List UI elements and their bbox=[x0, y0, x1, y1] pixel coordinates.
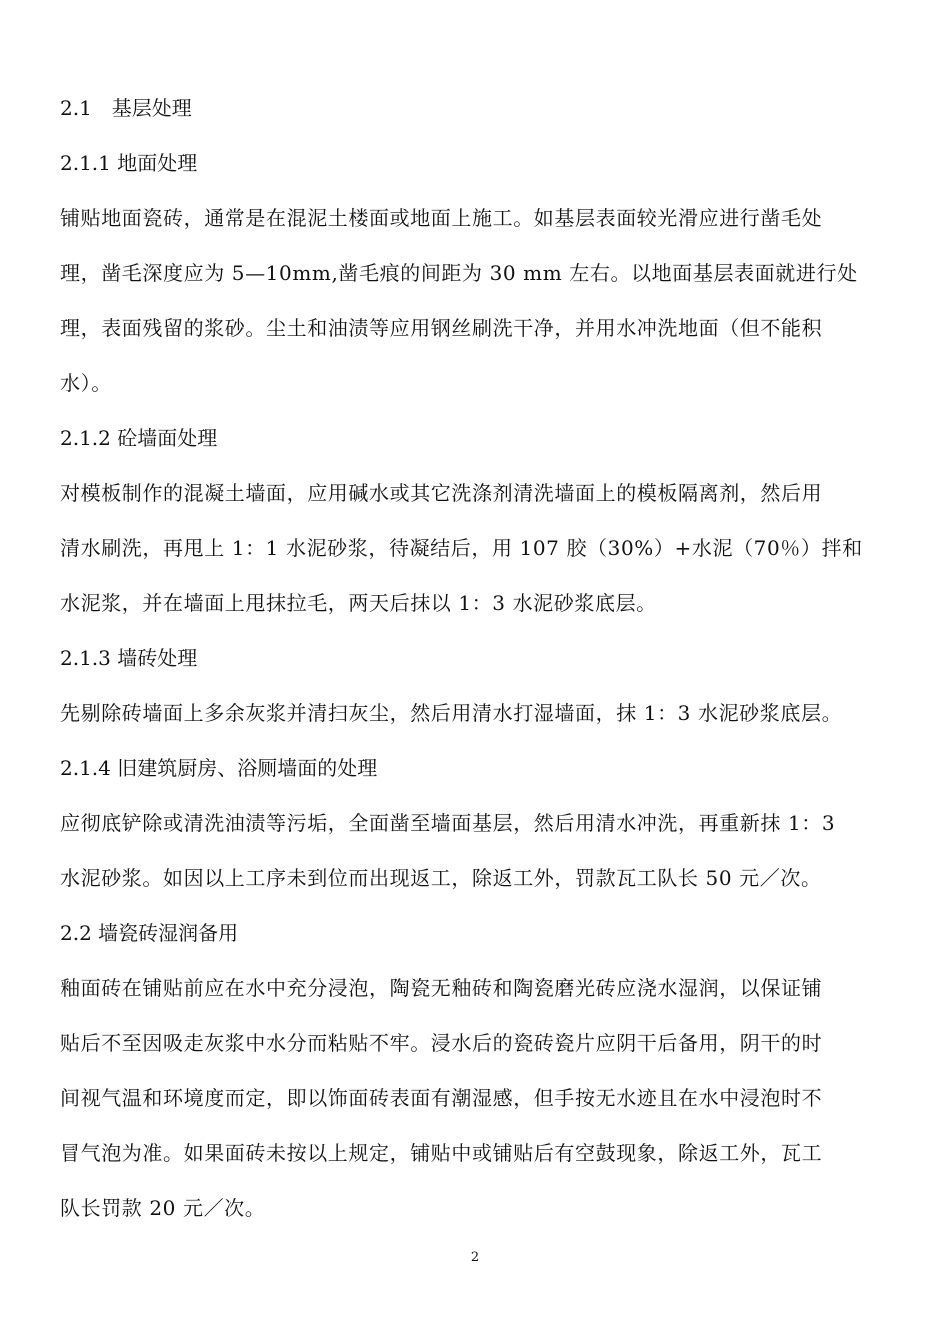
heading-2-1-1 bbox=[60, 141, 892, 196]
heading-2-1-2 bbox=[60, 416, 892, 471]
heading-text: 2.1.2 砼墙面处理 bbox=[60, 426, 218, 450]
paragraph-line: 理，凿毛深度应为 5—10mm,凿毛痕的间距为 30 mm 左右。以地面基层表面就进行处 bbox=[60, 261, 858, 285]
paragraph-line: 贴后不至因吸走灰浆中水分而粘贴不牢。浸水后的瓷砖瓷片应阴干后备用，阴干的时 bbox=[60, 1031, 823, 1055]
paragraph-line: 铺贴地面瓷砖，通常是在混泥土楼面或地面上施工。如基层表面较光滑应进行凿毛处 bbox=[60, 206, 823, 230]
page-number: 2 bbox=[470, 1250, 480, 1265]
paragraph-floor-treatment bbox=[60, 196, 892, 416]
heading-2-1-3 bbox=[60, 636, 892, 691]
paragraph-brick-wall bbox=[60, 691, 892, 746]
paragraph-line: 理，表面残留的浆砂。尘土和油渍等应用钢丝刷洗干净，并用水冲洗地面（但不能积 bbox=[60, 316, 823, 340]
paragraph-line: 清水刷洗，再甩上 1：1 水泥砂浆，待凝结后，用 107 胶（30%）+水泥（70％）拌和 bbox=[60, 536, 863, 560]
heading-2-1-4 bbox=[60, 746, 892, 801]
paragraph-line: 间视气温和环境度而定，即以饰面砖表面有潮湿感，但手按无水迹且在水中浸泡时不 bbox=[60, 1086, 823, 1110]
paragraph-line: 对模板制作的混凝土墙面，应用碱水或其它洗涤剂清洗墙面上的模板隔离剂，然后用 bbox=[60, 481, 823, 505]
heading-text: 2.1.3 墙砖处理 bbox=[60, 646, 198, 670]
paragraph-concrete-wall bbox=[60, 471, 892, 636]
heading-2-2 bbox=[60, 911, 892, 966]
paragraph-line: 先剔除砖墙面上多余灰浆并清扫灰尘，然后用清水打湿墙面，抹 1：3 水泥砂浆底层。 bbox=[60, 701, 843, 725]
paragraph-line: 水泥砂浆。如因以上工序未到位而出现返工，除返工外，罚款瓦工队长 50 元／次。 bbox=[60, 866, 822, 890]
document-page bbox=[60, 86, 892, 1241]
heading-text: 2.1 基层处理 bbox=[60, 96, 192, 120]
paragraph-line: 队长罚款 20 元／次。 bbox=[60, 1196, 266, 1220]
paragraph-line: 冒气泡为准。如果面砖未按以上规定，铺贴中或铺贴后有空鼓现象，除返工外，瓦工 bbox=[60, 1141, 823, 1165]
heading-text: 2.1.1 地面处理 bbox=[60, 151, 198, 175]
paragraph-line: 应彻底铲除或清洗油渍等污垢，全面凿至墙面基层，然后用清水冲洗，再重新抹 1：3 bbox=[60, 811, 836, 835]
heading-text: 2.1.4 旧建筑厨房、浴厕墙面的处理 bbox=[60, 756, 378, 780]
paragraph-line: 水泥浆，并在墙面上甩抹拉毛，两天后抹以 1：3 水泥砂浆底层。 bbox=[60, 591, 657, 615]
heading-text: 2.2 墙瓷砖湿润备用 bbox=[60, 921, 239, 945]
paragraph-tile-soaking bbox=[60, 966, 892, 1241]
paragraph-line: 釉面砖在铺贴前应在水中充分浸泡，陶瓷无釉砖和陶瓷磨光砖应浇水湿润，以保证铺 bbox=[60, 976, 823, 1000]
paragraph-line: 水）。 bbox=[60, 371, 112, 395]
heading-2-1 bbox=[60, 86, 892, 141]
paragraph-old-building bbox=[60, 801, 892, 911]
